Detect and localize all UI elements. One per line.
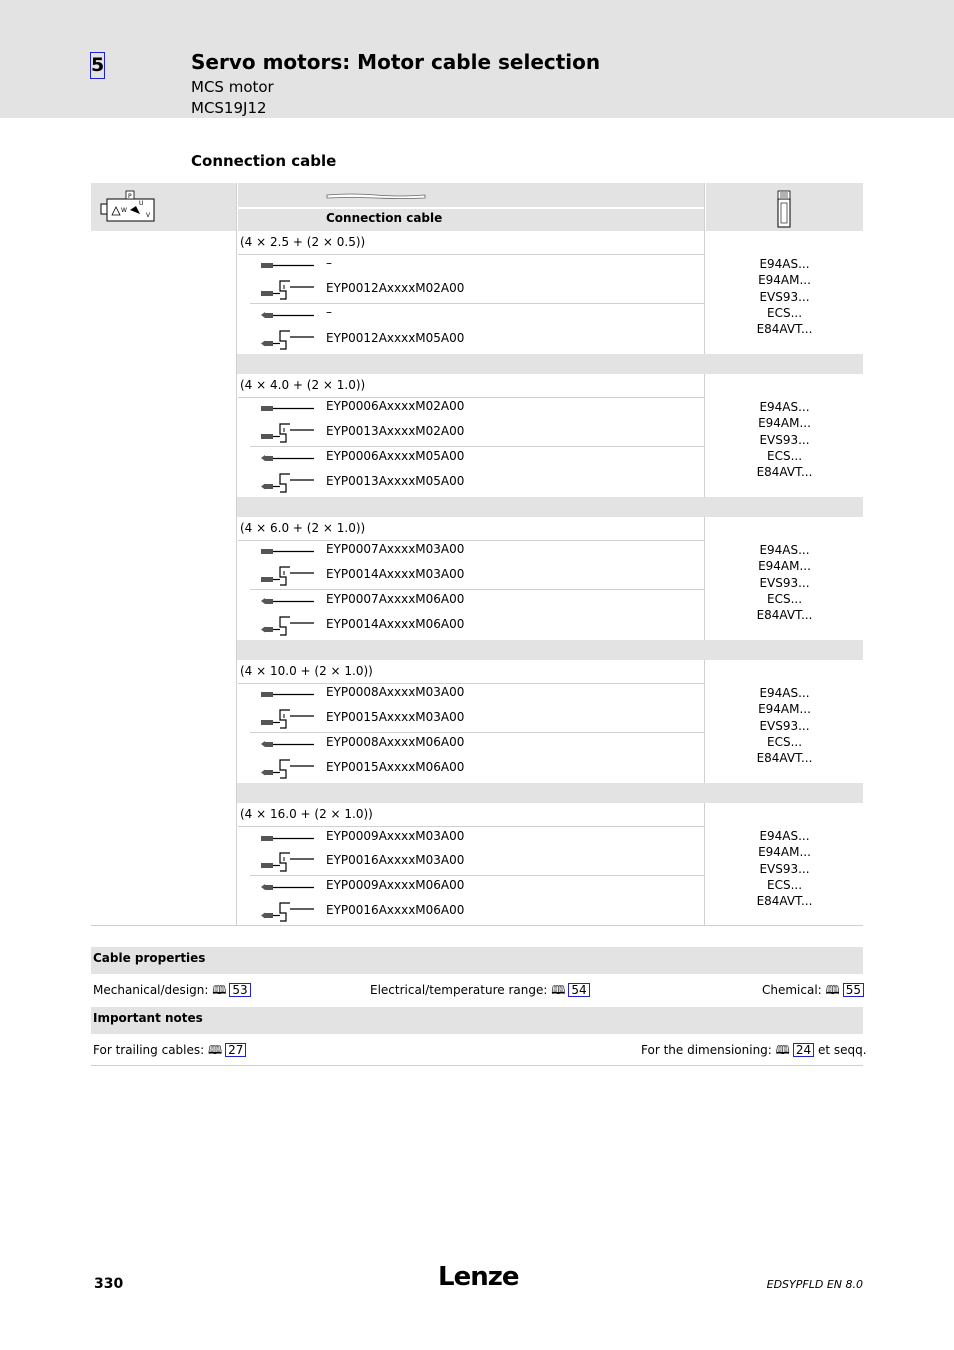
- order-code: EYP0013AxxxxM05A00: [326, 474, 465, 488]
- trailing-ref: [93, 1043, 246, 1058]
- order-code: EYP0014AxxxxM06A00: [326, 617, 465, 631]
- cable-properties-heading: Cable properties: [93, 951, 206, 965]
- table-header-cable-cell: [238, 183, 704, 207]
- controller-item: E84AVT...: [756, 322, 813, 337]
- row-divider: [250, 303, 704, 304]
- cable-spec: (4 × 4.0 + (2 × 1.0)): [240, 378, 366, 392]
- svg-text:P: P: [128, 193, 132, 200]
- plug-straight-trailing-icon: [260, 880, 316, 894]
- svg-text:U: U: [139, 200, 144, 207]
- plug-straight-fixed-icon: [260, 544, 316, 558]
- controller-list: [706, 685, 863, 766]
- row-divider: [238, 826, 704, 827]
- cable-symbol-icon: [326, 192, 426, 200]
- controller-item: ECS...: [766, 305, 803, 320]
- electrical-ref: [370, 983, 590, 998]
- dimensioning-label: For the dimensioning:: [641, 1043, 772, 1057]
- controller-item: E94AS...: [759, 686, 810, 700]
- plug-straight-fixed-icon: [260, 687, 316, 701]
- group-separator: [237, 497, 863, 517]
- row-divider: [250, 446, 704, 447]
- controller-item: E94AS...: [759, 829, 810, 843]
- cable-spec: (4 × 16.0 + (2 × 1.0)): [240, 807, 373, 821]
- page-title: Servo motors: Motor cable selection: [191, 50, 601, 74]
- plug-angled-trailing-icon: [260, 472, 316, 494]
- row-divider: [238, 254, 704, 255]
- electrical-label: Electrical/temperature range:: [370, 983, 548, 997]
- controller-item: EVS93...: [759, 861, 810, 876]
- plug-angled-fixed-icon: [260, 422, 316, 444]
- important-notes-header: [91, 1007, 863, 1034]
- chapter-number-link[interactable]: 5: [90, 52, 105, 79]
- controller-item: E84AVT...: [756, 751, 813, 766]
- cable-properties-header: [91, 947, 863, 974]
- plug-straight-fixed-icon: [260, 258, 316, 272]
- order-code: EYP0012AxxxxM05A00: [326, 331, 465, 345]
- order-code: EYP0016AxxxxM06A00: [326, 903, 465, 917]
- row-divider: [238, 540, 704, 541]
- chemical-ref: [762, 983, 864, 998]
- plug-angled-fixed-icon: [260, 279, 316, 301]
- section-title: Connection cable: [191, 152, 337, 170]
- controller-item: EVS93...: [759, 575, 810, 590]
- brand-logo: Lenze: [438, 1262, 519, 1292]
- motor-connection-icon: [99, 190, 157, 224]
- order-code: EYP0009AxxxxM06A00: [326, 878, 465, 892]
- book-icon: 🕮: [825, 983, 840, 997]
- order-code: EYP0008AxxxxM03A00: [326, 685, 465, 699]
- chemical-page-link[interactable]: 55: [843, 983, 864, 997]
- plug-straight-fixed-icon: [260, 401, 316, 415]
- controller-list: [706, 542, 863, 623]
- row-divider: [238, 397, 704, 398]
- plug-angled-trailing-icon: [260, 901, 316, 923]
- controller-item: EVS93...: [759, 289, 810, 304]
- controller-list: [706, 256, 863, 337]
- chemical-label: Chemical:: [762, 983, 822, 997]
- mechanical-label: Mechanical/design:: [93, 983, 209, 997]
- table-separator-right: [704, 183, 705, 925]
- page-subtitle-motor: MCS motor: [191, 78, 274, 96]
- controller-icon: [777, 189, 793, 229]
- controller-item: E94AS...: [759, 400, 810, 414]
- cable-spec: (4 × 6.0 + (2 × 1.0)): [240, 521, 366, 535]
- group-separator: [237, 640, 863, 660]
- order-code: EYP0013AxxxxM02A00: [326, 424, 465, 438]
- controller-item: E94AM...: [758, 273, 811, 288]
- controller-item: E84AVT...: [756, 894, 813, 909]
- order-code: –: [326, 256, 332, 270]
- order-code: EYP0009AxxxxM03A00: [326, 829, 465, 843]
- book-icon: 🕮: [775, 1043, 790, 1057]
- order-code: EYP0015AxxxxM03A00: [326, 710, 465, 724]
- controller-item: E94AM...: [758, 559, 811, 574]
- order-code: EYP0016AxxxxM03A00: [326, 853, 465, 867]
- svg-text:V: V: [146, 212, 151, 219]
- row-divider: [250, 875, 704, 876]
- column-header-connection-cable: Connection cable: [326, 211, 443, 225]
- dimensioning-ref: [641, 1043, 867, 1058]
- plug-straight-trailing-icon: [260, 737, 316, 751]
- row-divider: [238, 683, 704, 684]
- svg-text:W: W: [121, 207, 127, 214]
- plug-angled-trailing-icon: [260, 329, 316, 351]
- document-id: EDSYPFLD EN 8.0: [766, 1278, 863, 1291]
- mechanical-ref: [93, 983, 251, 998]
- order-code: EYP0006AxxxxM02A00: [326, 399, 465, 413]
- controller-item: E94AS...: [759, 257, 810, 271]
- order-code: EYP0008AxxxxM06A00: [326, 735, 465, 749]
- row-divider: [250, 589, 704, 590]
- group-separator: [237, 783, 863, 803]
- controller-list: [706, 399, 863, 480]
- trailing-page-link[interactable]: 27: [225, 1043, 246, 1057]
- order-code: –: [326, 305, 332, 319]
- plug-angled-fixed-icon: [260, 851, 316, 873]
- book-icon: 🕮: [212, 983, 227, 997]
- book-icon: 🕮: [208, 1043, 223, 1057]
- controller-item: EVS93...: [759, 718, 810, 733]
- order-code: EYP0014AxxxxM03A00: [326, 567, 465, 581]
- controller-item: E94AM...: [758, 702, 811, 717]
- plug-straight-fixed-icon: [260, 831, 316, 845]
- controller-item: ECS...: [766, 734, 803, 749]
- controller-item: E94AM...: [758, 416, 811, 431]
- dimensioning-suffix: et seqq.: [817, 1043, 867, 1057]
- plug-angled-trailing-icon: [260, 758, 316, 780]
- plug-straight-trailing-icon: [260, 594, 316, 608]
- order-code: EYP0015AxxxxM06A00: [326, 760, 465, 774]
- controller-item: ECS...: [766, 877, 803, 892]
- mechanical-page-link[interactable]: 53: [229, 983, 250, 997]
- plug-straight-trailing-icon: [260, 451, 316, 465]
- dimensioning-page-link[interactable]: 24: [793, 1043, 814, 1057]
- page-subtitle-model: MCS19J12: [191, 99, 267, 117]
- plug-angled-fixed-icon: [260, 565, 316, 587]
- page-number: 330: [94, 1276, 124, 1292]
- cable-spec: (4 × 2.5 + (2 × 0.5)): [240, 235, 366, 249]
- table-bottom-border: [91, 925, 863, 926]
- notes-bottom-border: [91, 1065, 863, 1066]
- group-separator: [237, 354, 863, 374]
- plug-angled-fixed-icon: [260, 708, 316, 730]
- plug-straight-trailing-icon: [260, 308, 316, 322]
- controller-item: EVS93...: [759, 432, 810, 447]
- controller-list: [706, 828, 863, 909]
- electrical-page-link[interactable]: 54: [568, 983, 589, 997]
- order-code: EYP0007AxxxxM06A00: [326, 592, 465, 606]
- controller-item: ECS...: [766, 448, 803, 463]
- controller-item: E94AM...: [758, 845, 811, 860]
- cable-spec: (4 × 10.0 + (2 × 1.0)): [240, 664, 373, 678]
- row-divider: [250, 732, 704, 733]
- controller-item: ECS...: [766, 591, 803, 606]
- controller-item: E84AVT...: [756, 608, 813, 623]
- order-code: EYP0006AxxxxM05A00: [326, 449, 465, 463]
- controller-item: E94AS...: [759, 543, 810, 557]
- controller-item: E84AVT...: [756, 465, 813, 480]
- trailing-label: For trailing cables:: [93, 1043, 205, 1057]
- table-separator-left: [236, 183, 237, 925]
- important-notes-heading: Important notes: [93, 1011, 203, 1025]
- table-header-label-cell: [238, 209, 704, 231]
- book-icon: 🕮: [551, 983, 566, 997]
- plug-angled-trailing-icon: [260, 615, 316, 637]
- order-code: EYP0012AxxxxM02A00: [326, 281, 465, 295]
- order-code: EYP0007AxxxxM03A00: [326, 542, 465, 556]
